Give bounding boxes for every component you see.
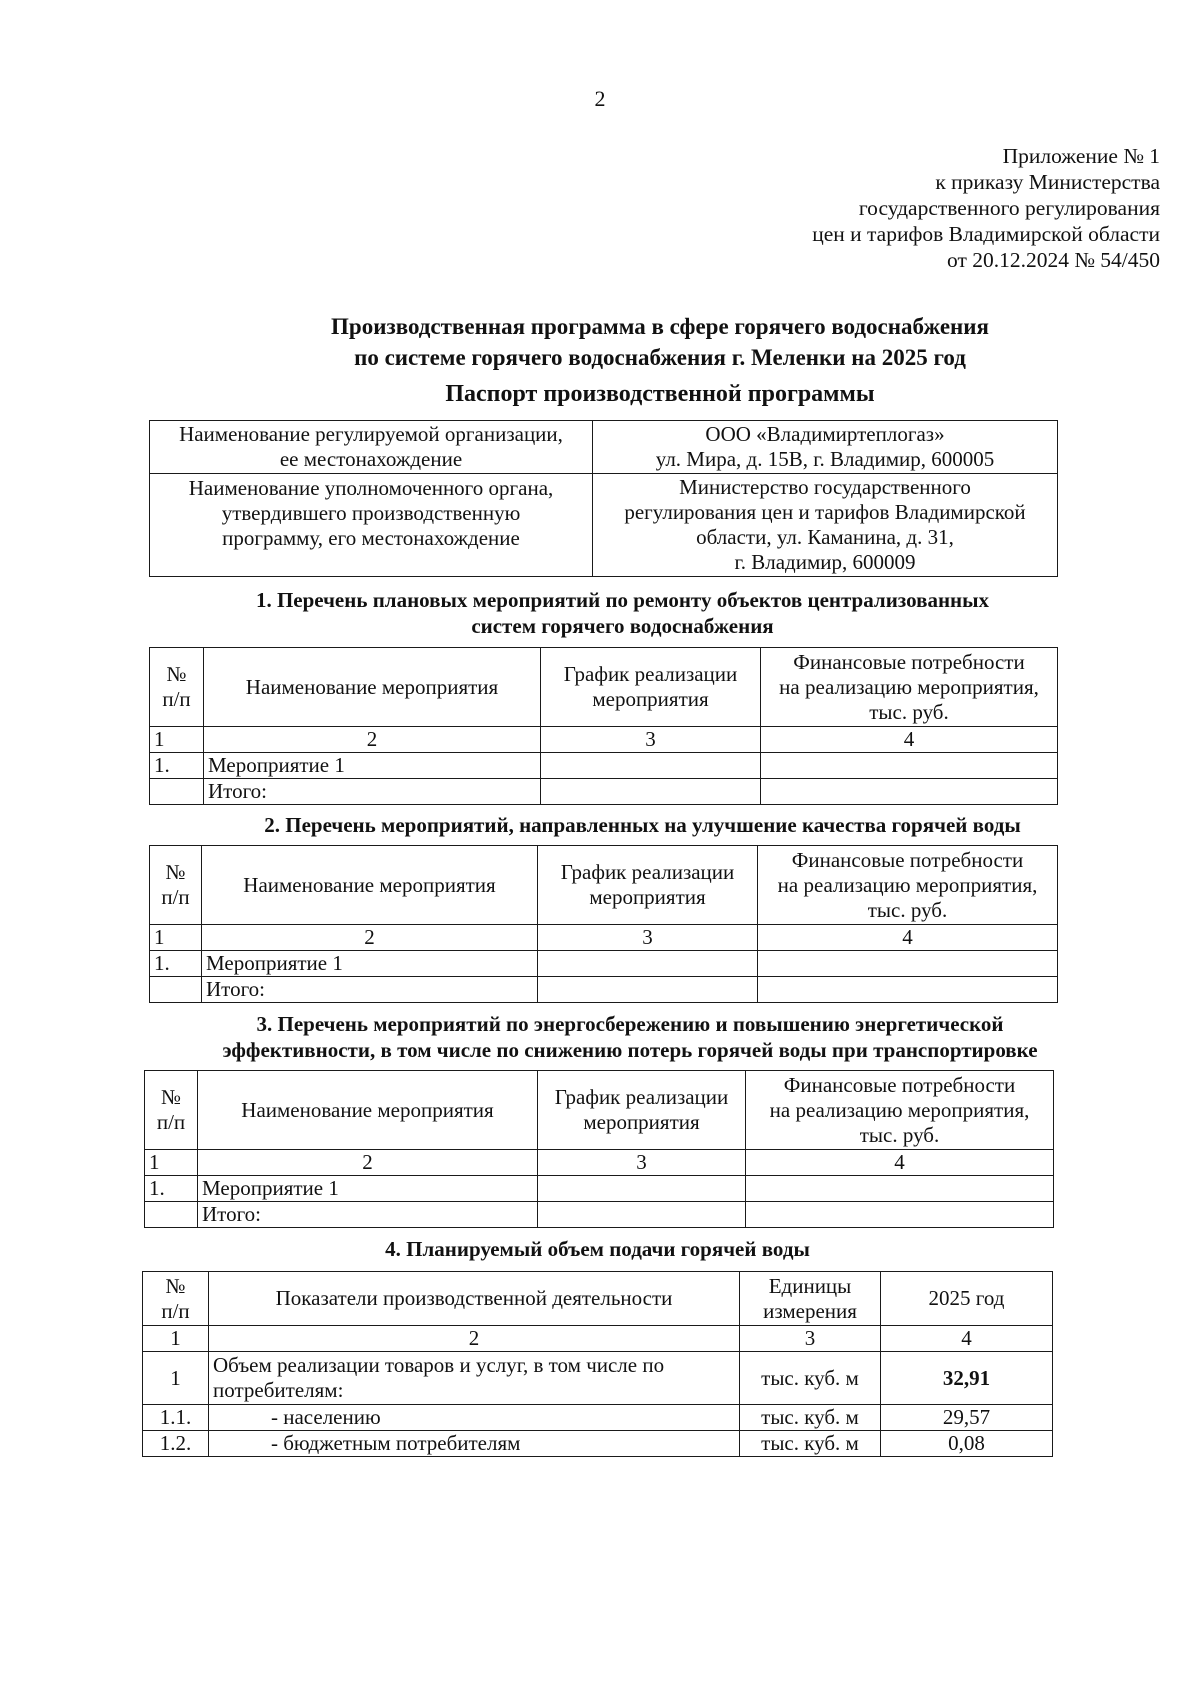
appendix-header xyxy=(700,143,1160,273)
appendix-line: цен и тарифов Владимирской области xyxy=(812,222,1160,246)
section-title-line: 2. Перечень мероприятий, направленных на улучшение качества горячей воды xyxy=(264,813,1021,837)
row-num: 1. xyxy=(150,951,202,977)
row-name: Итого: xyxy=(202,977,538,1003)
col-number: 1 xyxy=(150,727,204,753)
section-1-title xyxy=(150,587,1095,639)
row-schedule xyxy=(541,753,761,779)
col-number: 4 xyxy=(761,727,1058,753)
passport-row-authority xyxy=(150,474,1058,577)
header-text: п/п xyxy=(162,687,191,711)
header-text: на реализацию мероприятия, xyxy=(769,1097,1030,1122)
column-number-row xyxy=(150,925,1058,951)
column-number-row xyxy=(145,1150,1054,1176)
section-1-table xyxy=(149,647,1058,805)
header-finance xyxy=(758,846,1058,925)
col-number: 2 xyxy=(202,925,538,951)
row-indicator: - населению xyxy=(209,1405,740,1431)
col-number: 4 xyxy=(758,925,1058,951)
passport-value: ул. Мира, д. 15В, г. Владимир, 600005 xyxy=(655,447,995,471)
table-row xyxy=(143,1405,1053,1431)
row-finance xyxy=(758,951,1058,977)
header-text: № xyxy=(165,1273,186,1298)
table-row-total xyxy=(145,1202,1054,1228)
section-2-title xyxy=(150,812,1135,838)
row-indicator xyxy=(209,1352,740,1405)
header-text: Финансовые потребности xyxy=(783,1072,1016,1097)
row-indicator-line: Объем реализации товаров и услуг, в том числе по xyxy=(213,1353,665,1377)
row-finance xyxy=(761,753,1058,779)
header-text: № xyxy=(160,1085,182,1109)
header-num xyxy=(145,1071,198,1150)
row-num: 1. xyxy=(150,753,204,779)
table-row xyxy=(143,1352,1053,1405)
row-schedule xyxy=(538,1202,746,1228)
section-3-title xyxy=(140,1011,1120,1063)
program-title xyxy=(130,311,1190,373)
row-schedule xyxy=(538,977,758,1003)
row-num xyxy=(150,779,204,805)
table-header-row xyxy=(145,1071,1054,1150)
section-title-line: систем горячего водоснабжения xyxy=(471,614,774,638)
col-number: 1 xyxy=(150,925,202,951)
row-num xyxy=(145,1202,198,1228)
header-unit xyxy=(740,1272,881,1326)
page-number: 2 xyxy=(594,86,606,111)
passport-value-cell xyxy=(593,421,1058,474)
passport-label: Наименование уполномоченного органа, xyxy=(188,476,554,500)
col-number: 3 xyxy=(538,1150,746,1176)
passport-label: Наименование регулируемой организации, xyxy=(179,422,563,446)
row-unit: тыс. куб. м xyxy=(740,1431,881,1457)
header-text: Финансовые потребности xyxy=(793,649,1025,674)
passport-label-cell xyxy=(150,474,593,577)
table-row xyxy=(143,1431,1053,1457)
col-number: 1 xyxy=(143,1326,209,1352)
header-text: Финансовые потребности xyxy=(791,847,1024,872)
header-text: п/п xyxy=(156,1110,186,1134)
program-title-line: по системе горячего водоснабжения г. Меленки на 2025 год xyxy=(354,345,966,370)
passport-row-organization xyxy=(150,421,1058,474)
row-num: 1. xyxy=(145,1176,198,1202)
header-name: Наименование мероприятия xyxy=(198,1071,538,1150)
header-name: Наименование мероприятия xyxy=(204,648,541,727)
row-num: 1.2. xyxy=(143,1431,209,1457)
header-text: тыс. руб. xyxy=(869,699,949,724)
row-name: Итого: xyxy=(198,1202,538,1228)
col-number: 2 xyxy=(198,1150,538,1176)
row-name: Мероприятие 1 xyxy=(202,951,538,977)
header-text: измерения xyxy=(763,1298,857,1323)
row-name: Мероприятие 1 xyxy=(204,753,541,779)
header-num xyxy=(150,648,204,727)
header-text: на реализацию мероприятия, xyxy=(777,872,1038,897)
row-schedule xyxy=(538,951,758,977)
header-text: мероприятия xyxy=(589,885,706,909)
header-text: График реализации xyxy=(560,860,735,884)
row-name: Итого: xyxy=(204,779,541,805)
row-num: 1 xyxy=(143,1352,209,1405)
passport-label: программу, его местонахождение xyxy=(222,526,520,550)
header-text: График реализации xyxy=(563,662,738,686)
column-number-row xyxy=(150,727,1058,753)
section-title-line: 3. Перечень мероприятий по энергосбережению и повышению энергетической xyxy=(256,1012,1004,1036)
col-number: 3 xyxy=(740,1326,881,1352)
row-indicator-line: потребителям: xyxy=(213,1378,344,1402)
header-schedule xyxy=(538,1071,746,1150)
row-finance xyxy=(746,1176,1054,1202)
col-number: 3 xyxy=(541,727,761,753)
table-header-row xyxy=(143,1272,1053,1326)
row-num xyxy=(150,977,202,1003)
row-value: 32,91 xyxy=(881,1352,1053,1405)
col-number: 4 xyxy=(881,1326,1053,1352)
table-row xyxy=(150,951,1058,977)
row-finance xyxy=(746,1202,1054,1228)
passport-title: Паспорт производственной программы xyxy=(445,381,875,407)
passport-label: ее местонахождение xyxy=(279,447,463,471)
table-row xyxy=(145,1176,1054,1202)
header-text: п/п xyxy=(161,1298,190,1323)
header-text: на реализацию мероприятия, xyxy=(779,674,1039,699)
header-text: № xyxy=(166,662,187,686)
table-row xyxy=(150,753,1058,779)
col-number: 1 xyxy=(145,1150,198,1176)
header-year: 2025 год xyxy=(881,1272,1053,1326)
column-number-row xyxy=(143,1326,1053,1352)
row-name: Мероприятие 1 xyxy=(198,1176,538,1202)
row-schedule xyxy=(541,779,761,805)
section-title-line: эффективности, в том числе по снижению потерь горячей воды при транспортировке xyxy=(222,1038,1038,1062)
header-num xyxy=(143,1272,209,1326)
col-number: 3 xyxy=(538,925,758,951)
table-header-row xyxy=(150,846,1058,925)
header-indicator: Показатели производственной деятельности xyxy=(209,1272,740,1326)
col-number: 2 xyxy=(204,727,541,753)
header-text: п/п xyxy=(161,885,190,909)
section-title-line: 1. Перечень плановых мероприятий по ремонту объектов централизованных xyxy=(255,588,990,612)
header-finance xyxy=(746,1071,1054,1150)
table-row-total xyxy=(150,977,1058,1003)
header-finance xyxy=(761,648,1058,727)
row-indicator: - бюджетным потребителям xyxy=(209,1431,740,1457)
row-finance xyxy=(761,779,1058,805)
row-unit: тыс. куб. м xyxy=(740,1352,881,1405)
header-text: тыс. руб. xyxy=(867,897,948,922)
appendix-line: государственного регулирования xyxy=(858,196,1160,220)
passport-value: регулирования цен и тарифов Владимирской xyxy=(624,500,1026,524)
row-schedule xyxy=(538,1176,746,1202)
header-text: мероприятия xyxy=(592,687,709,711)
passport-value-cell xyxy=(593,474,1058,577)
table-header-row xyxy=(150,648,1058,727)
header-text: мероприятия xyxy=(583,1110,700,1134)
row-finance xyxy=(758,977,1058,1003)
program-title-line: Производственная программа в сфере горячего водоснабжения xyxy=(331,314,989,339)
passport-value: г. Владимир, 600009 xyxy=(734,550,916,574)
row-value: 29,57 xyxy=(881,1405,1053,1431)
col-number: 4 xyxy=(746,1150,1054,1176)
header-text: № xyxy=(165,860,186,884)
appendix-line: от 20.12.2024 № 54/450 xyxy=(947,248,1160,272)
passport-value: Министерство государственного xyxy=(679,475,971,499)
row-num: 1.1. xyxy=(143,1405,209,1431)
volume-table xyxy=(142,1271,1053,1457)
section-4-title: 4. Планируемый объем подачи горячей воды xyxy=(385,1237,810,1261)
appendix-line: Приложение № 1 xyxy=(1002,144,1160,168)
header-text: Единицы xyxy=(768,1273,852,1298)
header-schedule xyxy=(541,648,761,727)
section-3-table xyxy=(144,1070,1054,1228)
col-number: 2 xyxy=(209,1326,740,1352)
appendix-line: к приказу Министерства xyxy=(935,170,1160,194)
passport-value: ООО «Владимиртеплогаз» xyxy=(705,422,945,446)
passport-table xyxy=(149,420,1058,577)
header-schedule xyxy=(538,846,758,925)
passport-label: утвердившего производственную xyxy=(221,501,521,525)
header-num xyxy=(150,846,202,925)
section-2-table xyxy=(149,845,1058,1003)
header-name: Наименование мероприятия xyxy=(202,846,538,925)
table-row-total xyxy=(150,779,1058,805)
header-text: тыс. руб. xyxy=(859,1122,940,1147)
passport-label-cell xyxy=(150,421,593,474)
passport-value: области, ул. Каманина, д. 31, xyxy=(696,525,954,549)
header-text: График реализации xyxy=(554,1085,729,1109)
row-unit: тыс. куб. м xyxy=(740,1405,881,1431)
row-value: 0,08 xyxy=(881,1431,1053,1457)
